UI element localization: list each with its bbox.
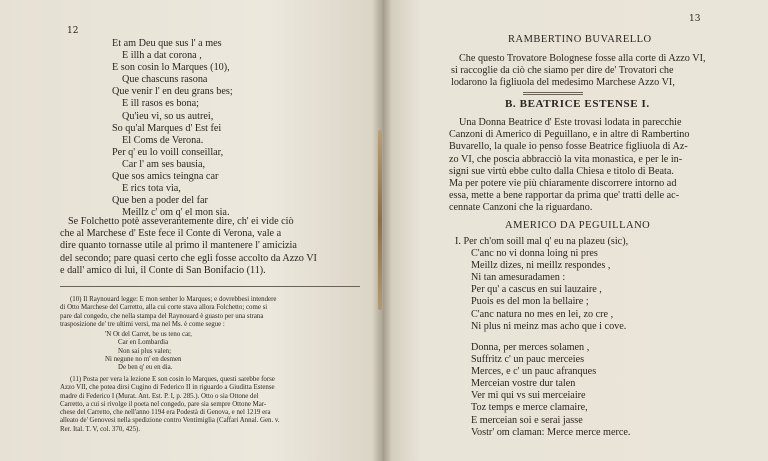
- prose-line: dire quanto tornasse utile al primo il mantenere l' amicizia: [60, 240, 297, 252]
- poem-line: Per q' eu lo voill conseillar,: [112, 146, 224, 158]
- prose-line: del secondo; pare quasi certo che egli fosse accolto da Azzo VI: [60, 252, 317, 264]
- footnote-verse-line: De ben q' eu en dia.: [118, 364, 173, 372]
- footnote-line: Rer. Ital. T. V, col. 370, 425).: [60, 425, 141, 433]
- left-page: [0, 0, 383, 461]
- right-page-number: 13: [689, 14, 701, 24]
- poem-line: E rics tota via,: [122, 183, 181, 195]
- stanza-line: Donna, per merces solamen ,: [471, 342, 590, 353]
- footnote-verse-line: Non sai plus valen;: [118, 347, 172, 355]
- footnote-verse-line: 'N Ot del Carret, be us teno car,: [105, 331, 192, 338]
- section-divider: [523, 92, 583, 95]
- prose-line: cennate Canzoni che la riguardano.: [449, 202, 593, 214]
- stanza-line: Vostr' om claman: Merce merce merce.: [471, 426, 631, 438]
- footnote-line: (11) Posta per vera la lezione E son cosin lo Marques, questi sarebbe forse: [70, 376, 275, 383]
- book-gutter: [372, 0, 392, 461]
- stanza-line: I. Per ch'om soill mal q' eu na plazeu (sic),: [455, 236, 629, 247]
- poem-line: Car l' am ses bausia,: [122, 158, 206, 170]
- prose-line: Che questo Trovatore Bolognese fosse alla corte di Azzo VI,: [459, 53, 706, 64]
- prose-line: lodarono la figliuola del medesimo Marchese Azzo VI,: [451, 77, 675, 89]
- prose-line: Canzoni di Americo di Peguillano, e in altre di Rambertino: [449, 129, 690, 141]
- prose-line: zo VI, che poscia abbracciò la vita monastica, e per le in-: [449, 153, 683, 165]
- footnote-line: di Otto Marchese del Carretto, alla cui corte stava allora Folchetto; come si: [60, 304, 268, 312]
- poem-line: Que ben a poder del far: [112, 195, 208, 207]
- heading-beatrice: B. BEATRICE ESTENSE I.: [505, 98, 650, 110]
- poem-line: El Coms de Verona.: [122, 134, 204, 146]
- prose-line: essa, mette a bene rapportar da prima que' tratti delle ac-: [449, 190, 680, 202]
- footnote-line: Azzo VII, che potea dirsi Cugino di Federico II in riguardo a Giuditta Estense: [60, 384, 275, 392]
- footnote-verse-line: Ni negune no m' en desmen: [105, 355, 182, 363]
- poem-block: [0, 38, 383, 219]
- prose-line: che al Marchese d' Este fece il Conte di Verona, vale a: [60, 228, 282, 240]
- prose-line: Ma per potere vie più chiaramente discorrere intorno ad: [449, 177, 677, 189]
- poem-line: E son cosin lo Marques (10),: [112, 62, 230, 74]
- footnote-verse-line: Car en Lombardia: [118, 339, 169, 347]
- stanza-1: [383, 236, 768, 333]
- heading-rambertino: RAMBERTINO BUVARELLO: [508, 34, 652, 45]
- prose-line: Buvarello, la quale io penso fosse Beatrice figliuola di Az-: [449, 141, 688, 153]
- poem-line: Meillz c' om q' el mon sia.: [122, 207, 230, 219]
- body-block: [449, 117, 690, 215]
- footnote-line: madre di Federico I (Murat. Ant. Est. P. I, p. 285.). Otto o sia Ottone del: [60, 392, 259, 400]
- stanza-line: E merceian soi e serai jasse: [471, 414, 583, 426]
- prose-line: signi sue virtù ebbe culto dalla Chiesa e titolo di Beata.: [449, 165, 674, 177]
- right-page: [383, 0, 768, 461]
- stanza-line: Ni tan amesuradamen :: [471, 272, 566, 284]
- poem-line: So qu'al Marques d' Est fei: [112, 122, 222, 134]
- poem-line: Que venir l' en deu grans bes;: [112, 86, 233, 98]
- left-page-number: 12: [67, 26, 79, 36]
- stanza-line: Merces, e c' un pauc afranques: [471, 366, 597, 378]
- footnote-line: (10) Il Raynouard legge: E mon senher lo Marques; e dovrebbesi intendere: [70, 296, 277, 303]
- footnote-line: trasposizione de' tre ultimi versi, ma nel Ms. è come segue :: [60, 320, 225, 328]
- prose-line: Una Donna Beatrice d' Este trovasi lodata in parecchie: [459, 117, 682, 128]
- poem-line: E ill rasos es bona;: [122, 98, 199, 110]
- stanza-line: Toz temps e merce clamaire,: [471, 402, 588, 414]
- stanza-line: Merceian vostre dur talen: [471, 378, 576, 390]
- stanza-line: Meillz dizes, ni meillz respondes ,: [471, 260, 611, 272]
- poem-line: E illh a dat corona ,: [122, 50, 202, 62]
- prose-line: e dall' amico di lui, il Conte di San Bonifacio (11).: [60, 264, 266, 276]
- footnote-line: chese del Carretto, che nell'anno 1194 era Podestà di Genova, e nel 1219 era: [60, 409, 271, 417]
- footnote-10: [60, 296, 276, 329]
- footnote-line: pare dal congedo, che nella stampa del Raynouard è guasto per una strana: [60, 312, 264, 320]
- poem-line: Que sos amics teingna car: [112, 171, 219, 183]
- prose-line: Se Folchetto potè asseverantemente dire, ch' ei vide ciò: [68, 216, 294, 227]
- footnote-divider: [60, 286, 360, 287]
- binding-thread: [378, 130, 382, 310]
- poem-line: Et am Deu que sus l' a mes: [112, 38, 222, 49]
- prose-block: [60, 216, 317, 277]
- stanza-line: Suffritz c' un pauc merceies: [471, 354, 585, 366]
- poem-line: Qu'ieu vi, so us autrei,: [122, 110, 214, 122]
- footnote-11: [60, 376, 280, 434]
- stanza-2: [383, 342, 768, 439]
- footnote-line: Carretto, a cui si rivolge il poeta nel congedo, pare sia sempre Ottone Mar-: [60, 400, 267, 408]
- footnote-line: alleato de' Genovesi nella spedizione contro Ventimiglia (Caffari Annal. Gen. v.: [60, 417, 280, 425]
- intro-block: [451, 53, 706, 90]
- footnote-10-verse: [60, 331, 192, 372]
- poem-line: Que chascuns rasona: [122, 74, 208, 86]
- stanza-line: Ni plus ni meinz mas acho que i cove.: [471, 320, 627, 332]
- stanza-line: Per qu' a cascus en sui lauzaire ,: [471, 284, 602, 296]
- stanza-line: C'anc natura no mes en lei, zo cre ,: [471, 308, 614, 320]
- stanza-line: Ver mi qui vs sui merceiaire: [471, 390, 586, 402]
- prose-line: si raccoglie da ciò che siamo per dire de' Trovatori che: [451, 65, 674, 77]
- stanza-line: C'anc no vi donna loing ni pres: [471, 248, 598, 260]
- stanza-line: Puois es del mon la bellaire ;: [471, 296, 589, 308]
- heading-americo: AMERICO DA PEGUILLANO: [505, 220, 651, 231]
